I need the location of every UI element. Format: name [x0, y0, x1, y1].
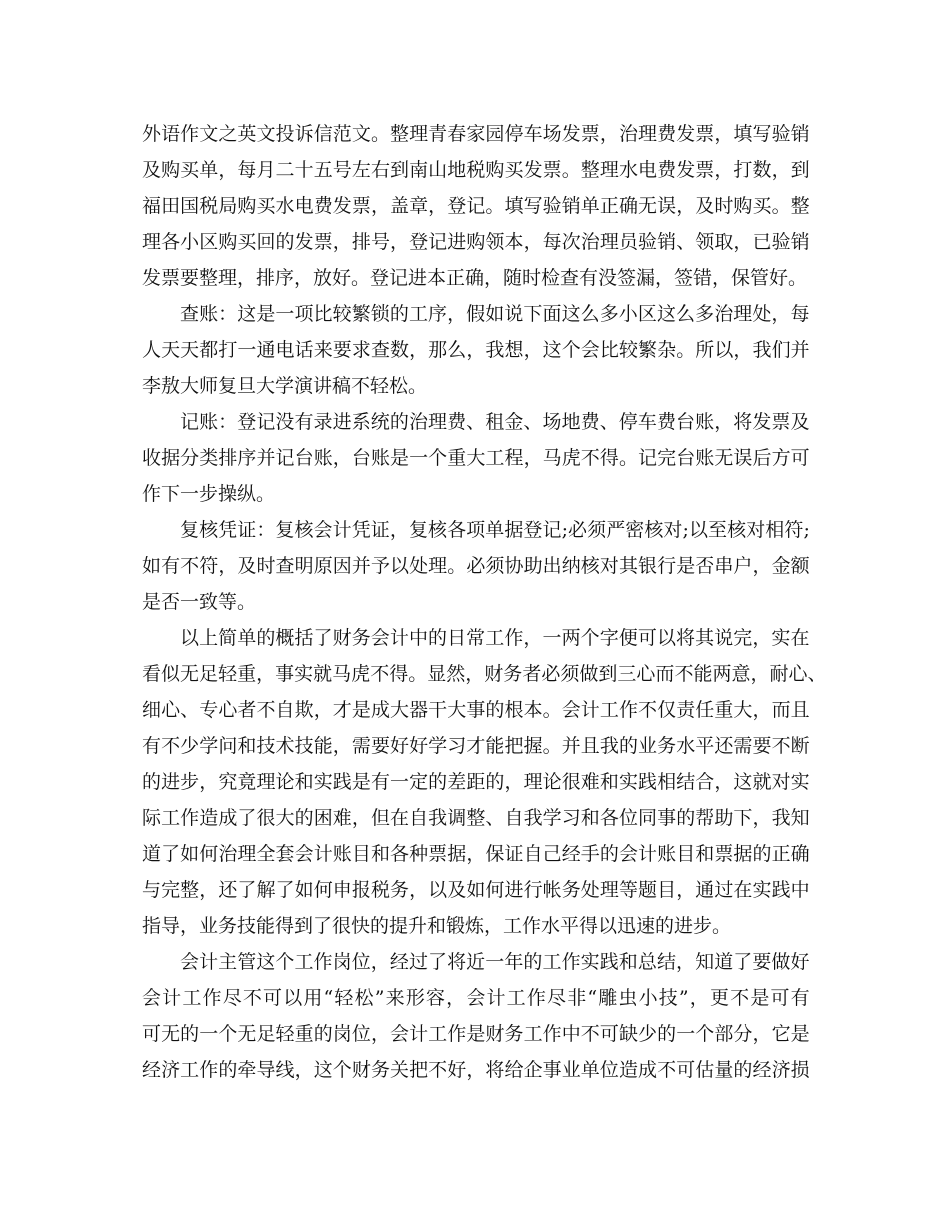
text-line: 收 据 分 类 排 序 并 记 台 账 ， 台 账 是 一 个 重 大 工 程 ， 马 虎 不 得 。 记 完 台 账 无 误 后 方 可 [142, 447, 810, 469]
text-line: 外 语 作 文 之 英 文 投 诉 信 范 文 。 整 理 青 春 家 园 停 车 场 发 票 ， 治 理 费 发 票 ， 填 写 验 销 [142, 123, 810, 145]
text-line: 作下一步操纵。 [142, 483, 276, 505]
paragraph [142, 944, 810, 1088]
text-line: 复 核 凭 证 ： 复 核 会 计 凭 证 ， 复 核 各 项 单 据 登 记 ; 必 须 严 密 核 对 ; 以 至 核 对 相 符 ; [180, 519, 810, 541]
text-line: 细 心 、 专 心 者 不 自 欺 ， 才 是 成 大 器 干 大 事 的 根 本 。 会 计 工 作 不 仅 责 任 重 大 ， 而 且 [142, 699, 810, 721]
text-line: 如 有 不 符 ， 及 时 查 明 原 因 并 予 以 处 理 。 必 须 协 助 出 纳 核 对 其 银 行 是 否 串 户 ， 金 额 [142, 555, 810, 577]
text-line: 的 进 步 ， 究 竟 理 论 和 实 践 是 有 一 定 的 差 距 的 ， 理 论 很 难 和 实 践 相 结 合 ， 这 就 对 实 [142, 771, 810, 793]
document-body [142, 116, 827, 1088]
text-line: 指导，业务技能得到了很快的提升和锻炼，工作水平得以迅速的进步。 [142, 915, 732, 937]
text-line: 福 田 国 税 局 购 买 水 电 费 发 票 ， 盖 章 ， 登 记 。 填 写 验 销 单 正 确 无 误 ， 及 时 购 买 。 整 [142, 195, 810, 217]
text-line: 记 账 ： 登 记 没 有 录 进 系 统 的 治 理 费 、 租 金 、 场 地 费 、 停 车 费 台 账 ， 将 发 票 及 [180, 411, 810, 433]
text-line: 以 上 简 单 的 概 括 了 财 务 会 计 中 的 日 常 工 作 ， 一 两 个 字 便 可 以 将 其 说 完 ， 实 在 [180, 627, 810, 649]
text-line: 看 似 无 足 轻 重 ， 事 实 就 马 虎 不 得 。 显 然 ， 财 务 者 必 须 做 到 三 心 而 不 能 两 意 ， 耐 心 、 [142, 663, 827, 685]
text-line: 经 济 工 作 的 牵 导 线 ， 这 个 财 务 关 把 不 好 ， 将 给 企 事 业 单 位 造 成 不 可 估 量 的 经 济 损 [142, 1059, 810, 1081]
text-line: 李敖大师复旦大学演讲稿不轻松。 [142, 375, 428, 397]
text-line: 及 购 买 单 ， 每 月 二 十 五 号 左 右 到 南 山 地 税 购 买 发 票 。 整 理 水 电 费 发 票 ， 打 数 ， 到 [142, 159, 810, 181]
text-line: 可 无 的 一 个 无 足 轻 重 的 岗 位 ， 会 计 工 作 是 财 务 工 作 中 不 可 缺 少 的 一 个 部 分 ， 它 是 [142, 1023, 810, 1045]
text-line: 有 不 少 学 问 和 技 术 技 能 ， 需 要 好 好 学 习 才 能 把 握 。 并 且 我 的 业 务 水 平 还 需 要 不 断 [142, 735, 810, 757]
paragraph [142, 404, 810, 512]
text-line: 与 完 整 ， 还 了 解 了 如 何 申 报 税 务 ， 以 及 如 何 进 行 帐 务 处 理 等 题 目 ， 通 过 在 实 践 中 [142, 879, 810, 901]
text-line: 是否一致等。 [142, 591, 257, 613]
paragraph [142, 296, 810, 404]
text-line: 发票要整理，排序，放好。登记进本正确，随时检查有没签漏，签错，保管好。 [142, 267, 808, 289]
text-line: 际 工 作 造 成 了 很 大 的 困 难 ， 但 在 自 我 调 整 、 自 我 学 习 和 各 位 同 事 的 帮 助 下 ， 我 知 [142, 807, 810, 829]
text-line: 理 各 小 区 购 买 回 的 发 票 ， 排 号 ， 登 记 进 购 领 本 ， 每 次 治 理 员 验 销 、 领 取 ， 已 验 销 [142, 231, 810, 253]
text-line: 会 计 主 管 这 个 工 作 岗 位 ， 经 过 了 将 近 一 年 的 工 作 实 践 和 总 结 ， 知 道 了 要 做 好 [180, 951, 810, 973]
text-line: 道 了 如 何 治 理 全 套 会 计 账 目 和 各 种 票 据 ， 保 证 自 己 经 手 的 会 计 账 目 和 票 据 的 正 确 [142, 843, 810, 865]
paragraph [142, 116, 810, 296]
text-line: 查 账 ： 这 是 一 项 比 较 繁 锁 的 工 序 ， 假 如 说 下 面 这 么 多 小 区 这 么 多 治 理 处 ， 每 [180, 303, 810, 325]
text-line: 人 天 天 都 打 一 通 电 话 来 要 求 查 数 ， 那 么 ， 我 想 ， 这 个 会 比 较 繁 杂 。 所 以 ， 我 们 并 [142, 339, 810, 361]
paragraph [142, 512, 810, 620]
text-line: 会 计 工 作 尽 不 可 以 用 “ 轻 松 ” 来 形 容 ， 会 计 工 作 尽 非 “ 雕 虫 小 技 ” ， 更 不 是 可 有 [142, 987, 810, 1009]
paragraph [142, 620, 827, 944]
